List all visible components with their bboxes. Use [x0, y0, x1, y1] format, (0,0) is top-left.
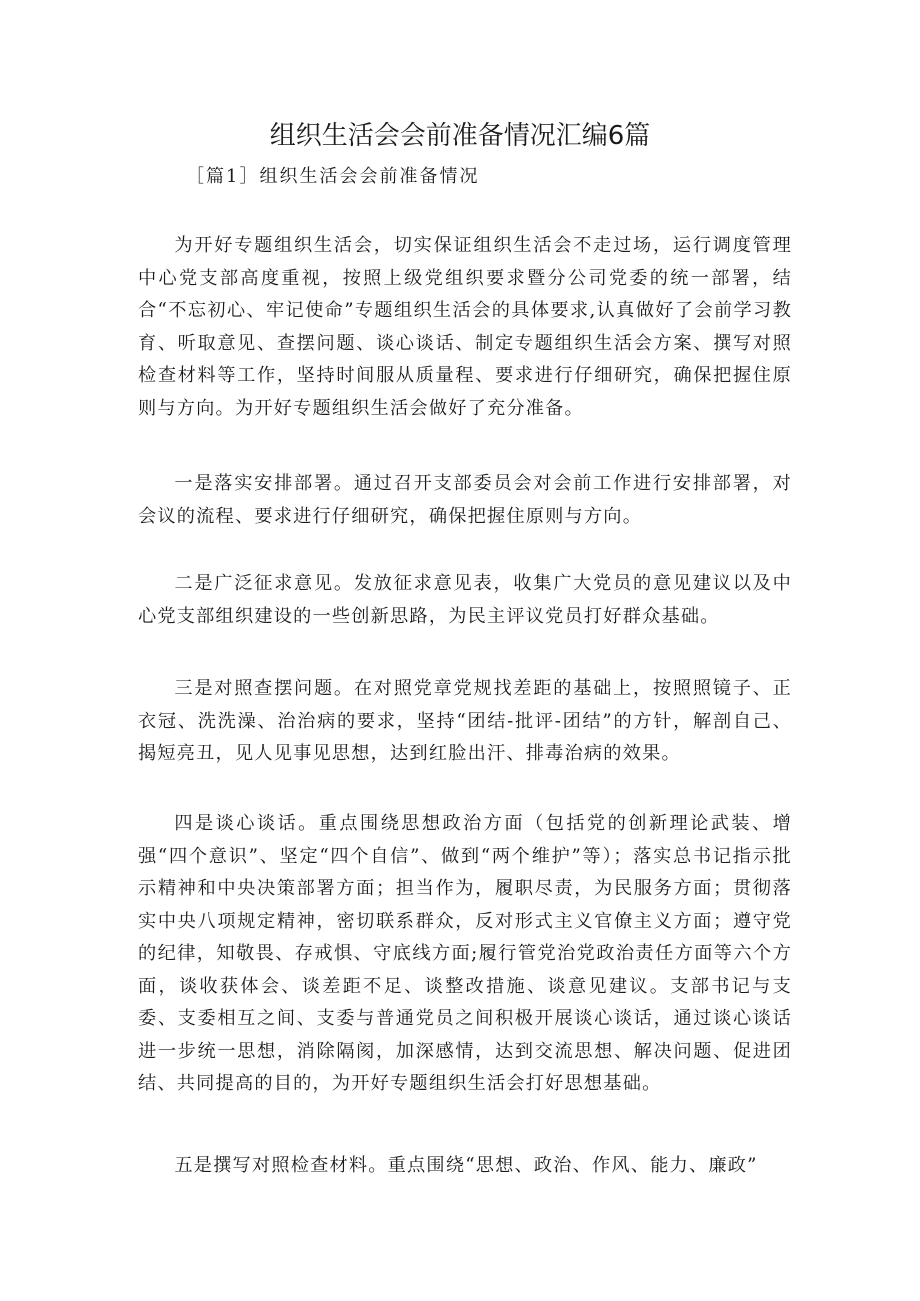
paragraph-point-5: 五是撰写对照检查材料。重点围绕“思想、政治、作风、能力、廉政”	[174, 1155, 758, 1176]
section-heading: ［篇1］组织生活会会前准备情况	[186, 166, 480, 187]
paragraph-point-3: 三是对照查摆问题。在对照党章党规找差距的基础上，按照照镜子、正衣冠、洗洗澡、治治病的要求，坚持“团结-批评-团结”的方针，解剖自己、揭短亮丑，见人见事见思想，达到红脸出汗、排毒治病的效果。	[138, 678, 792, 764]
document-title: 组织生活会会前准备情况汇编6篇	[269, 121, 651, 151]
paragraph-intro: 为开好专题组织生活会，切实保证组织生活会不走过场，运行调度管理中心党支部高度重视，按照上级党组织要求暨分公司党委的统一部署，结合“不忘初心、牢记使命”专题组织生活会的具体要求,认真做好了会前学习教育、听取意见、查摆问题、谈心谈话、制定专题组织生活会方案、撰写对照检查材料等工作，坚持时间服从质量程、要求进行仔细研究，确保把握住原则与方向。为开好专题组织生活会做好了充分准备。	[138, 235, 792, 419]
paragraph-point-4: 四是谈心谈话。重点围绕思想政治方面（包括党的创新理论武装、增强“四个意识”、坚定“四个自信”、做到“两个维护”等）；落实总书记指示批示精神和中央决策部署方面；担当作为，履职尽责，为民服务方面；贯彻落实中央八项规定精神，密切联系群众，反对形式主义官僚主义方面；遵守党的纪律，知敬畏、存戒惧、守底线方面;履行管党治党政治责任方面等六个方面，谈收获体会、谈差距不足、谈整改措施、谈意见建议。支部书记与支委、支委相互之间、支委与普通党员之间积极开展谈心谈话，通过谈心谈话进一步统一思想，消除隔阂，加深感情，达到交流思想、解决问题、促进团结、共同提高的目的，为开好专题组织生活会打好思想基础。	[138, 813, 792, 1094]
paragraph-point-1: 一是落实安排部署。通过召开支部委员会对会前工作进行安排部署，对会议的流程、要求进行仔细研究，确保把握住原则与方向。	[138, 473, 792, 527]
paragraph-point-2: 二是广泛征求意见。发放征求意见表，收集广大党员的意见建议以及中心党支部组织建设的一些创新思路，为民主评议党员打好群众基础。	[138, 573, 792, 627]
